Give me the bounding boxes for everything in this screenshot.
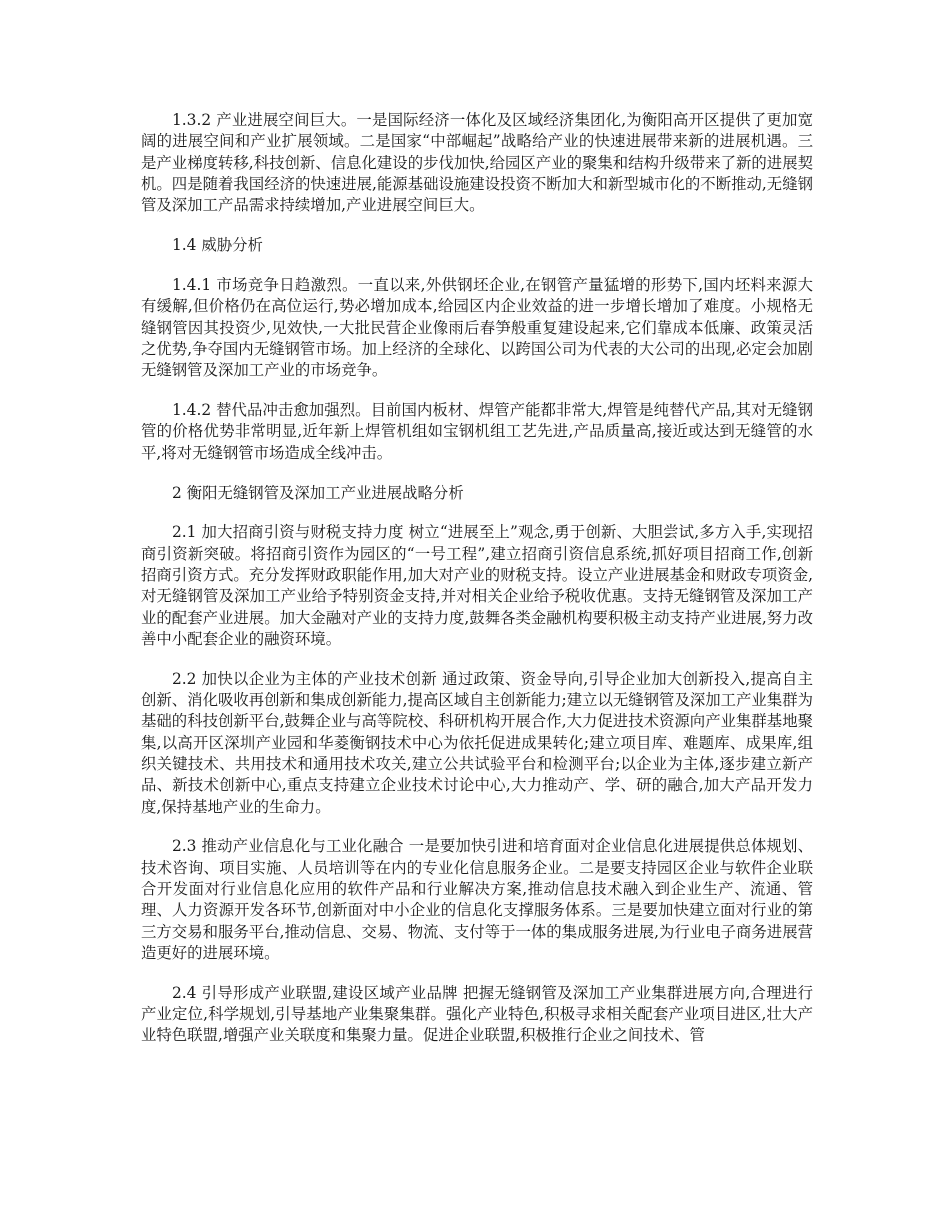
paragraph-2-2: 2.2 加快以企业为主体的产业技术创新 通过政策、资金导向,引导企业加大创新投入,提高自主创新、消化吸收再创新和集成创新能力,提高区域自主创新能力;建立以无缝钢管及深加工产业集群为基础的科技创新平台,鼓舞企业与高等院校、科研机构开展合作,大力促进技术资源向产业集群基地聚集,以高开区深圳产业园和华菱衡钢技术中心为依托促进成果转化;建立项目库、难题库、成果库,组织关键技术、共用技术和通用技术攻关,建立公共试验平台和检测平台;以企业为主体,逐步建立新产品、新技术创新中心,重点支持建立企业技术讨论中心,大力推动产、学、研的融合,加大产品开发力度,保持基地产业的生命力。 [141, 669, 813, 816]
section-heading-2: 2 衡阳无缝钢管及深加工产业进展战略分析 [172, 483, 464, 502]
paragraph-1-4-2: 1.4.2 替代品冲击愈加强烈。目前国内板材、焊管产能都非常大,焊管是纯替代产品,其对无缝钢管的价格优势非常明显,近年新上焊管机组如宝钢机组工艺先进,产品质量高,接近或达到无缝管的水平,将对无缝钢管市场造成全线冲击。 [141, 401, 813, 462]
paragraph-1-4-1: 1.4.1 市场竞争日趋激烈。一直以来,外供钢坯企业,在钢管产量猛增的形势下,国内坯料来源大有缓解,但价格仍在高位运行,势必增加成本,给园区内企业效益的进一步增长增加了难度。小规格无缝钢管因其投资少,见效快,一大批民营企业像雨后春笋般重复建设起来,它们靠成本低廉、政策灵活之优势,争夺国内无缝钢管市场。加上经济的全球化、以跨国公司为代表的大公司的出现,必定会加剧无缝钢管及深加工产业的市场竞争。 [141, 275, 813, 380]
document-body [141, 110, 813, 1065]
paragraph-2-4: 2.4 引导形成产业联盟,建设区域产业品牌 把握无缝钢管及深加工产业集群进展方向,合理进行产业定位,科学规划,引导基地产业集聚集群。强化产业特色,积极寻求相关配套产业项目进区,壮大产业特色联盟,增强产业关联度和集聚力量。促进企业联盟,积极推行企业之间技术、管 [141, 983, 813, 1045]
paragraph-1-3-2: 1.3.2 产业进展空间巨大。一是国际经济一体化及区域经济集团化,为衡阳高开区提供了更加宽阔的进展空间和产业扩展领域。二是国家“中部崛起”战略给产业的快速进展带来新的进展机遇。三是产业梯度转移,科技创新、信息化建设的步伐加快,给园区产业的聚集和结构升级带来了新的进展契机。四是随着我国经济的快速进展,能源基础设施建设投资不断加大和新型城市化的不断推动,无缝钢管及深加工产品需求持续增加,产业进展空间巨大。 [141, 111, 813, 215]
paragraph-2-3: 2.3 推动产业信息化与工业化融合 一是要加快引进和培育面对企业信息化进展提供总体规划、技术咨询、项目实施、人员培训等在内的专业化信息服务企业。二是要支持园区企业与软件企业联合开发面对行业信息化应用的软件产品和行业解决方案,推动信息技术融入到企业生产、流通、管理、人力资源开发各环节,创新面对中小企业的信息化支撑服务体系。三是要加快建立面对行业的第三方交易和服务平台,推动信息、交易、物流、支付等于一体的集成服务进展,为行业电子商务进展营造更好的进展环境。 [141, 837, 813, 962]
paragraph-2-1: 2.1 加大招商引资与财税支持力度 树立“进展至上”观念,勇于创新、大胆尝试,多方入手,实现招商引资新突破。将招商引资作为园区的“一号工程”,建立招商引资信息系统,抓好项目招商工作,创新招商引资方式。充分发挥财政职能作用,加大对产业的财税支持。设立产业进展基金和财政专项资金,对无缝钢管及深加工产业给予特别资金支持,并对相关企业给予税收优惠。支持无缝钢管及深加工产业的配套产业进展。加大金融对产业的支持力度,鼓舞各类金融机构要积极主动支持产业进展,努力改善中小配套企业的融资环境。 [141, 523, 813, 648]
section-heading-1-4: 1.4 威胁分析 [172, 236, 263, 255]
